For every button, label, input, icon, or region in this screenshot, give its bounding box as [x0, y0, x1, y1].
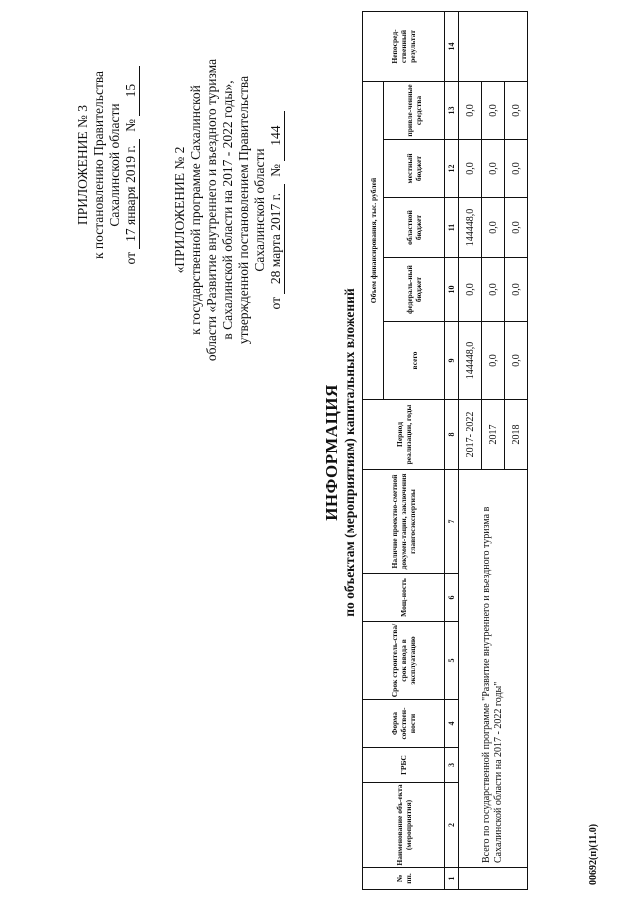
appendix-3-line2: Сахалинской области	[107, 103, 122, 227]
federal-cell: 0,0	[459, 258, 482, 322]
capital-investments-table	[362, 11, 528, 890]
col-number: 5	[445, 622, 459, 700]
header-federal: федераль-ный бюджет	[384, 258, 445, 322]
other-cell: 0,0	[482, 81, 505, 139]
header-term: Срок строитель-ства/срок ввода в эксплуатацию	[363, 622, 445, 700]
header-regional: областной бюджет	[384, 198, 445, 258]
header-capacity: Мощ-ность	[363, 574, 445, 622]
header-total: всего	[384, 322, 445, 400]
period-cell: 2017- 2022	[459, 400, 482, 470]
appendix-2-line3: в Сахалинской области на 2017 - 2022 годы»,	[220, 80, 235, 340]
appendix-3-line1: к постановлению Правительства	[91, 70, 106, 260]
regional-cell: 0,0	[505, 198, 528, 258]
doc-subtitle: по объектам (мероприятиям) капитальных вложений	[342, 288, 357, 617]
appendix-2-title: «ПРИЛОЖЕНИЕ № 2	[172, 146, 187, 274]
col-number: 8	[445, 400, 459, 470]
appendix-2-line2: области «Развитие внутреннего и въездного туризма	[204, 58, 219, 362]
col-number: 12	[445, 140, 459, 198]
appendix-2-date-line	[268, 30, 285, 390]
total-no-cell	[459, 868, 528, 890]
header-docs: Наличие проектно-сметной докумен-тации, заключения главгосэкспертизы	[363, 470, 445, 574]
col-number: 10	[445, 258, 459, 322]
federal-cell: 0,0	[482, 258, 505, 322]
col-number: 6	[445, 574, 459, 622]
appendix-2-line4: утвержденной постановлением Правительства	[236, 75, 251, 345]
col-number: 9	[445, 322, 459, 400]
result-cell	[459, 11, 528, 81]
appendix-2-from-label: от	[268, 296, 283, 310]
document-code: 00692(п)(11.0)	[588, 823, 599, 885]
table-header-row	[363, 11, 384, 889]
appendix-3-num: 15	[123, 66, 140, 116]
col-number: 3	[445, 748, 459, 783]
period-cell: 2017	[482, 400, 505, 470]
header-period: Период реализации, годы	[363, 400, 445, 470]
period-cell: 2018	[505, 400, 528, 470]
header-result: Непосред-ственный результат	[363, 11, 445, 81]
header-ownership: Форма собствен-ности	[363, 700, 445, 748]
doc-title: ИНФОРМАЦИЯ	[322, 384, 341, 521]
appendix-2-header	[172, 30, 285, 390]
appendix-3-from-label: от	[123, 251, 138, 265]
header-other: привле-ченные средства	[384, 81, 445, 139]
appendix-2-num-label: №	[268, 163, 283, 177]
local-cell: 0,0	[505, 140, 528, 198]
appendix-3-date: 17 января 2019 г.	[123, 139, 140, 249]
col-number: 4	[445, 700, 459, 748]
federal-cell: 0,0	[505, 258, 528, 322]
total-program-label: Всего по государственной программе "Развитие внутреннего и въездного туризма в Сахалинской области на 2017 - 2022 годы"	[459, 470, 528, 868]
appendix-2-line1: к государственной программе Сахалинской	[188, 85, 203, 335]
table-row	[459, 11, 482, 889]
col-number: 13	[445, 81, 459, 139]
column-number-row	[445, 11, 459, 889]
appendix-3-num-label: №	[123, 118, 138, 132]
header-funding: Объем финансирования, тыс. рублей	[363, 81, 384, 399]
other-cell: 0,0	[459, 81, 482, 139]
other-cell: 0,0	[505, 81, 528, 139]
total-cell: 0,0	[482, 322, 505, 400]
col-number: 14	[445, 11, 459, 81]
local-cell: 0,0	[482, 140, 505, 198]
col-number: 7	[445, 470, 459, 574]
appendix-3-date-line	[123, 45, 140, 285]
regional-cell: 144448,0	[459, 198, 482, 258]
regional-cell: 0,0	[482, 198, 505, 258]
col-number: 1	[445, 868, 459, 890]
col-number: 2	[445, 783, 459, 868]
header-local: местный бюджет	[384, 140, 445, 198]
total-cell: 144448,0	[459, 322, 482, 400]
local-cell: 0,0	[459, 140, 482, 198]
header-no: № пп.	[363, 868, 445, 890]
total-cell: 0,0	[505, 322, 528, 400]
header-grbs: ГРБС	[363, 748, 445, 783]
appendix-2-line5: Сахалинской области	[252, 148, 267, 272]
header-name: Наименование объ-екта (мероприятия)	[363, 783, 445, 868]
appendix-3-header	[75, 45, 140, 285]
appendix-3-title: ПРИЛОЖЕНИЕ № 3	[75, 104, 90, 226]
appendix-2-date: 28 марта 2017 г.	[268, 184, 285, 294]
col-number: 11	[445, 198, 459, 258]
appendix-2-num: 144	[268, 111, 285, 161]
